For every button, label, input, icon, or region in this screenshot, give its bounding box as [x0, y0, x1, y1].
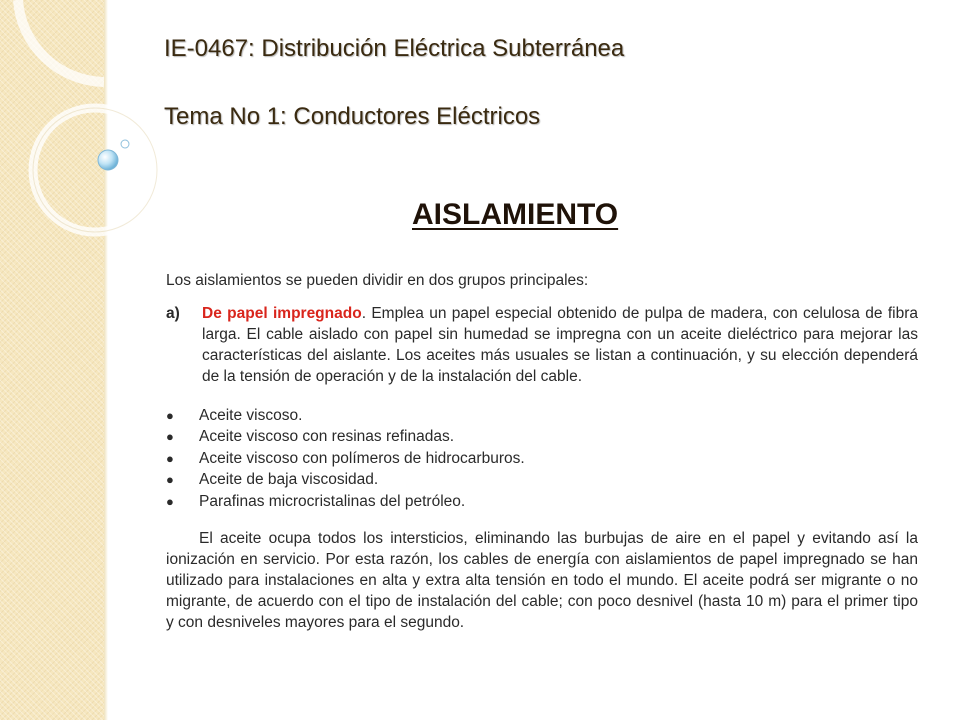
oil-types-list [166, 405, 918, 512]
list-item-a [166, 303, 918, 387]
list-item: ● Aceite viscoso con resinas refinadas. [166, 426, 918, 447]
item-a-body [202, 303, 918, 387]
section-heading: AISLAMIENTO [412, 198, 619, 231]
bubble-large [98, 150, 118, 170]
item-a-text: . Emplea un papel especial obtenido de pulpa de madera, con celulosa de fibra larga. El cable aislado con papel sin humedad se impregna con un aceite dieléctrico para mejorar las características del aislante. Los aceites más usuales se listan a continuación, y su elección dependerá de la tensión de operación y de la instalación del cable. [202, 305, 918, 385]
list-item: ● Aceite de baja viscosidad. [166, 469, 918, 490]
course-title: IE-0467: Distribución Eléctrica Subterránea [164, 35, 625, 62]
bullet-icon: ● [166, 429, 174, 445]
list-item: ● Parafinas microcristalinas del petróleo. [166, 491, 918, 512]
bullet-icon: ● [166, 408, 174, 423]
bullet-icon: ● [166, 472, 174, 488]
bullet-icon: ● [166, 493, 174, 509]
decorative-rings [0, 0, 140, 260]
document-excerpt [166, 270, 918, 633]
bubble-small [121, 140, 129, 148]
closing-paragraph: El aceite ocupa todos los intersticios, eliminando las burbujas de aire en el papel y evitando así la ionización en servicio. Por esta razón, los cables de energía con aislamientos de papel impregnado se han utilizado para instalaciones en alta y extra alta tensión en todo el mundo. El aceite podrá ser migrante o no migrante, de acuerdo con el tipo de instalación del cable; con poco desnivel (hasta 10 m) para el primer tipo y con desniveles mayores para el segundo. [166, 530, 918, 632]
item-letter: a) [166, 305, 180, 322]
item-a-label: De papel impregnado [202, 305, 362, 322]
topic-title: Tema No 1: Conductores Eléctricos [164, 103, 541, 130]
intro-paragraph: Los aislamientos se pueden dividir en dos grupos principales: [166, 272, 589, 289]
list-item: ● Aceite viscoso con polímeros de hidrocarburos. [166, 448, 918, 469]
list-item: ● Aceite viscoso. [166, 405, 918, 426]
bullet-icon: ● [166, 450, 174, 466]
